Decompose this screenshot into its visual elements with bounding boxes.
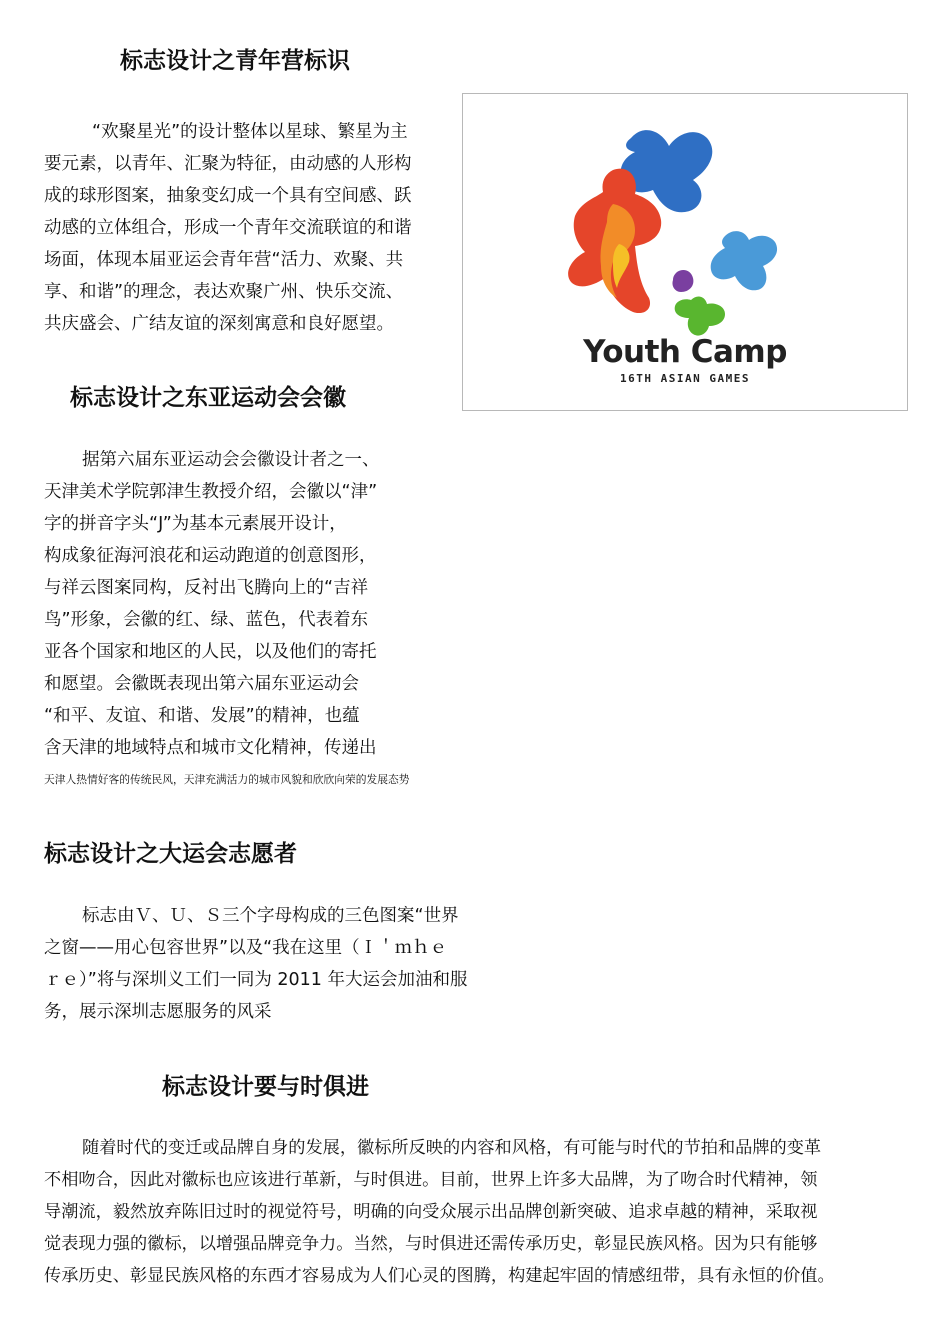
paragraph-line: 场面，体现本届亚运会青年营“活力、欢聚、共 [44, 250, 404, 270]
paragraph-line: 字的拼音字头“J”为基本元素展开设计， [44, 514, 347, 534]
paragraph-line: 导潮流，毅然放弃陈旧过时的视觉符号，明确的向受众展示出品牌创新突破、追求卓越的精神，采取视 [44, 1202, 818, 1222]
paragraph-line: 共庆盛会、广结友谊的深刻寓意和良好愿望。 [44, 314, 394, 334]
paragraph-line: 成的球形图案，抽象变幻成一个具有空间感、跃 [44, 186, 412, 206]
logo-purple-accent [672, 270, 693, 292]
youth-camp-logo [462, 93, 908, 411]
paragraph-line: 含天津的地域特点和城市文化精神，传递出 [44, 738, 377, 758]
paragraph-line: 享、和谐”的理念，表达欢聚广州、快乐交流、 [44, 282, 404, 302]
section-paragraph-universiade-volunteers [44, 900, 514, 1028]
paragraph-line: 觉表现力强的徽标，以增强品牌竞争力。当然，与时俱进还需传承历史，彰显民族风格。因为只有能够 [44, 1234, 818, 1254]
paragraph-line: 鸟”形象，会徽的红、绿、蓝色，代表着东 [44, 610, 369, 630]
paragraph-line: 之窗——用心包容世界”以及“我在这里（Ｉ＇ｍｈｅ [44, 938, 448, 958]
paragraph-line: ｒｅ）”将与深圳义工们一同为 2011 年大运会加油和服 [44, 970, 468, 990]
paragraph-line: 动感的立体组合，形成一个青年交流联谊的和谐 [44, 218, 412, 238]
paragraph-line: 天津美术学院郭津生教授介绍，会徽以“津” [44, 482, 378, 502]
paragraph-line: “欢聚星光”的设计整体以星球、繁星为主 [92, 122, 408, 142]
paragraph-line: 要元素，以青年、汇聚为特征，由动感的人形构 [44, 154, 412, 174]
logo-blue-right-star [711, 231, 777, 290]
logo-wordmark: Youth Camp [583, 334, 787, 370]
section-heading-east-asian-games: 标志设计之东亚运动会会徽 [70, 385, 346, 411]
paragraph-line: 天津人热情好客的传统民风，天津充满活力的城市风貌和欣欣向荣的发展态势 [44, 773, 410, 786]
section-heading-youth-camp: 标志设计之青年营标识 [120, 48, 350, 74]
paragraph-line: 务，展示深圳志愿服务的风采 [44, 1002, 272, 1022]
logo-green-star [675, 297, 725, 336]
section-heading-keep-pace: 标志设计要与时俱进 [162, 1074, 369, 1100]
paragraph-line: 构成象征海河浪花和运动跑道的创意图形， [44, 546, 377, 566]
paragraph-line: “和平、友谊、和谐、发展”的精神，也蕴 [44, 706, 360, 726]
paragraph-line: 和愿望。会徽既表现出第六届东亚运动会 [44, 674, 359, 694]
logo-subtitle: 16TH ASIAN GAMES [620, 372, 750, 385]
paragraph-line: 亚各个国家和地区的人民，以及他们的寄托 [44, 642, 377, 662]
paragraph-line: 随着时代的变迁或品牌自身的发展，徽标所反映的内容和风格，有可能与时代的节拍和品牌的变革 [82, 1138, 822, 1158]
section-paragraph-east-asian-games [44, 444, 414, 796]
section-heading-universiade-volunteers: 标志设计之大运会志愿者 [44, 841, 297, 867]
paragraph-line: 不相吻合，因此对徽标也应该进行革新，与时俱进。目前，世界上许多大品牌，为了吻合时代精神，领 [44, 1170, 818, 1190]
paragraph-line: 与祥云图案同构，反衬出飞腾向上的“吉祥 [44, 578, 369, 598]
paragraph-line: 传承历史、彰显民族风格的东西才容易成为人们心灵的图腾，构建起牢固的情感纽带，具有永恒的价值。 [44, 1266, 835, 1286]
section-paragraph-keep-pace [44, 1132, 906, 1292]
paragraph-line: 据第六届东亚运动会会徽设计者之一、 [82, 450, 380, 470]
paragraph-line: 标志由Ｖ、Ｕ、Ｓ三个字母构成的三色图案“世界 [82, 906, 459, 926]
section-paragraph-youth-camp [44, 116, 454, 340]
